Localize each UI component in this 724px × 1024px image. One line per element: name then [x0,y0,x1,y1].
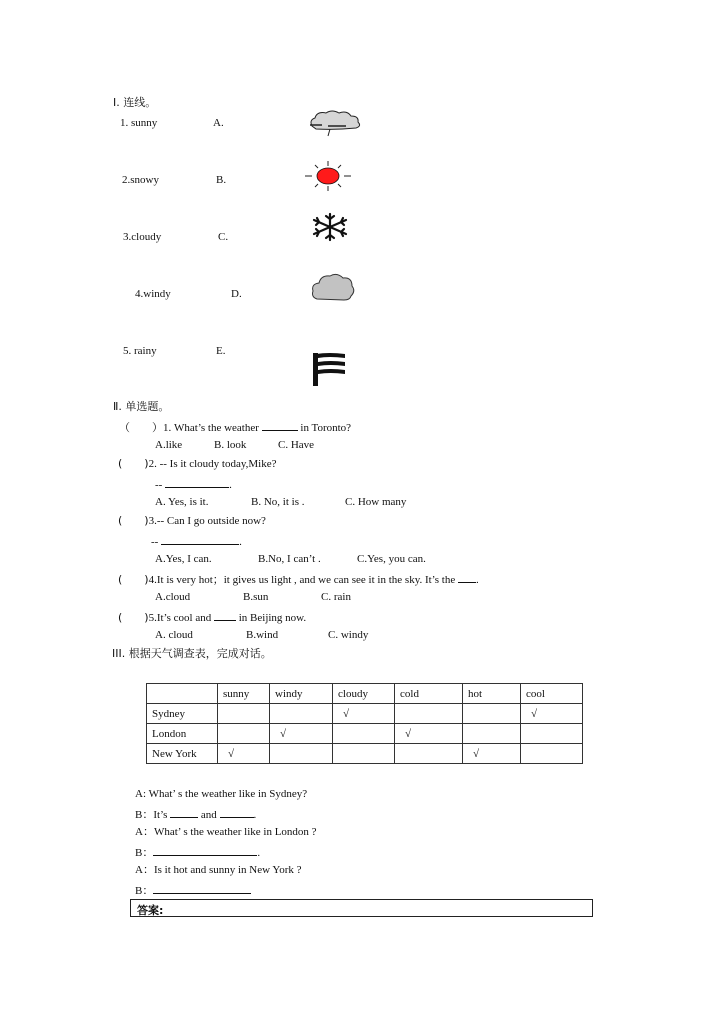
blank [165,476,229,488]
table-cell [218,724,270,744]
table-cell [218,704,270,724]
wind-flag-icon [311,350,347,388]
question-1 [119,419,351,435]
table-cell [463,704,521,724]
q2-option-b: B. No, it is . [251,496,305,508]
table-cell: √ [521,704,583,724]
match-letter-b: B. [216,174,227,186]
table-header-cell: cloudy [333,684,395,704]
table-row [147,704,583,724]
q3-option-c: C.Yes, you can. [357,553,426,565]
question-3 [118,514,266,528]
answer-bracket: ( ) [118,611,149,624]
blank [161,533,239,545]
match-word-4: 4.windy [135,288,171,300]
question-1-text: 1. What’s the weather [163,422,259,434]
answer-bracket: ( ) [118,457,149,470]
q4-option-a: A.cloud [155,591,191,603]
blank [262,419,298,431]
table-cell: √ [333,704,395,724]
table-row [147,744,583,764]
question-1-text-after: in Toronto? [300,422,352,434]
answer-label: 答案: [137,904,164,917]
table-header-row [147,684,583,704]
dialogue-line-4: B： . [135,844,260,860]
match-letter-d: D. [231,288,242,300]
section1-title: Ⅰ. 连线。 [113,96,157,109]
dialogue-line-5: A：Is it hot and sunny in New York ? [135,864,302,876]
table-header-cell: hot [463,684,521,704]
match-word-5: 5. rainy [123,345,157,357]
question-2-text: 2. -- Is it cloudy today,Mike? [148,458,277,470]
q4-option-b: B.sun [243,591,269,603]
table-header-cell: cool [521,684,583,704]
question-3-text: 3.-- Can I go outside now? [148,515,266,527]
q5-option-a: A. cloud [155,629,193,641]
table-header-cell: windy [270,684,333,704]
question-4: ( )4.It is very hot；it gives us light , and we can see it in the sky. It’s the . [118,573,479,586]
q5-option-b: B.wind [246,629,279,641]
q5-option-c: C. windy [328,629,369,641]
match-letter-c: C. [218,231,229,243]
table-cell [521,724,583,744]
table-cell [521,744,583,764]
question-5-text: 5.It’s cool and [148,612,212,624]
section3-title: III. 根据天气调查表，完成对话。 [112,647,272,660]
question-4-text: 4.It is very hot；it gives us light , and we can see it in the sky. It’s the [148,574,456,586]
table-cell [270,744,333,764]
blank [214,609,236,621]
table-cell [463,724,521,744]
blank [170,806,198,818]
blank [458,571,476,583]
table-cell [333,724,395,744]
snowflake-icon [311,212,349,242]
answer-bracket: （ ） [119,421,163,434]
table-header-cell: cold [395,684,463,704]
dialogue-line-6: B： [135,882,251,898]
q2-option-c: C. How many [345,496,407,508]
question-2 [118,457,277,471]
question-3-answer-line: -- . [151,533,242,549]
q1-option-c: C. Have [278,439,315,451]
q1-option-a: A.like [155,439,183,451]
match-letter-a: A. [213,117,224,129]
match-word-3: 3.cloudy [123,231,162,243]
match-word-1: 1. sunny [120,117,158,129]
table-cell [333,744,395,764]
table-cell: √ [463,744,521,764]
section2-title: Ⅱ. 单选题。 [113,400,170,413]
answer-bracket: ( ) [118,573,149,586]
blank [153,844,257,856]
table-cell: √ [270,724,333,744]
answer-box [130,899,593,917]
table-cell: Sydney [147,704,218,724]
match-word-2: 2.snowy [122,174,159,186]
question-5 [118,609,306,625]
q3-option-b: B.No, I can’t . [258,553,321,565]
dialogue-line-1: A: What’ s the weather like in Sydney? [135,788,308,800]
rain-cloud-icon [306,108,364,138]
table-cell: √ [218,744,270,764]
q1-option-b: B. look [214,439,247,451]
blank [220,806,254,818]
q3-option-a: A.Yes, I can. [155,553,212,565]
dialogue-line-2: B：It’s and . [135,806,256,822]
table-cell: London [147,724,218,744]
sun-icon [304,160,354,192]
table-cell: New York [147,744,218,764]
table-cell [395,704,463,724]
table-header-cell: sunny [218,684,270,704]
answer-bracket: ( ) [118,514,149,527]
q2-option-a: A. Yes, is it. [155,496,209,508]
table-row [147,724,583,744]
dialogue-line-3: A：What’ s the weather like in London ? [135,826,317,838]
cloud-icon [310,271,356,303]
blank [153,882,251,894]
weather-table [146,683,583,764]
match-letter-e: E. [216,345,226,357]
table-cell [395,744,463,764]
table-header-cell [147,684,218,704]
table-cell: √ [395,724,463,744]
table-cell [270,704,333,724]
question-5-text-after: in Beijing now. [238,612,307,624]
question-2-answer-line: -- . [155,476,232,492]
q4-option-c: C. rain [321,591,351,603]
